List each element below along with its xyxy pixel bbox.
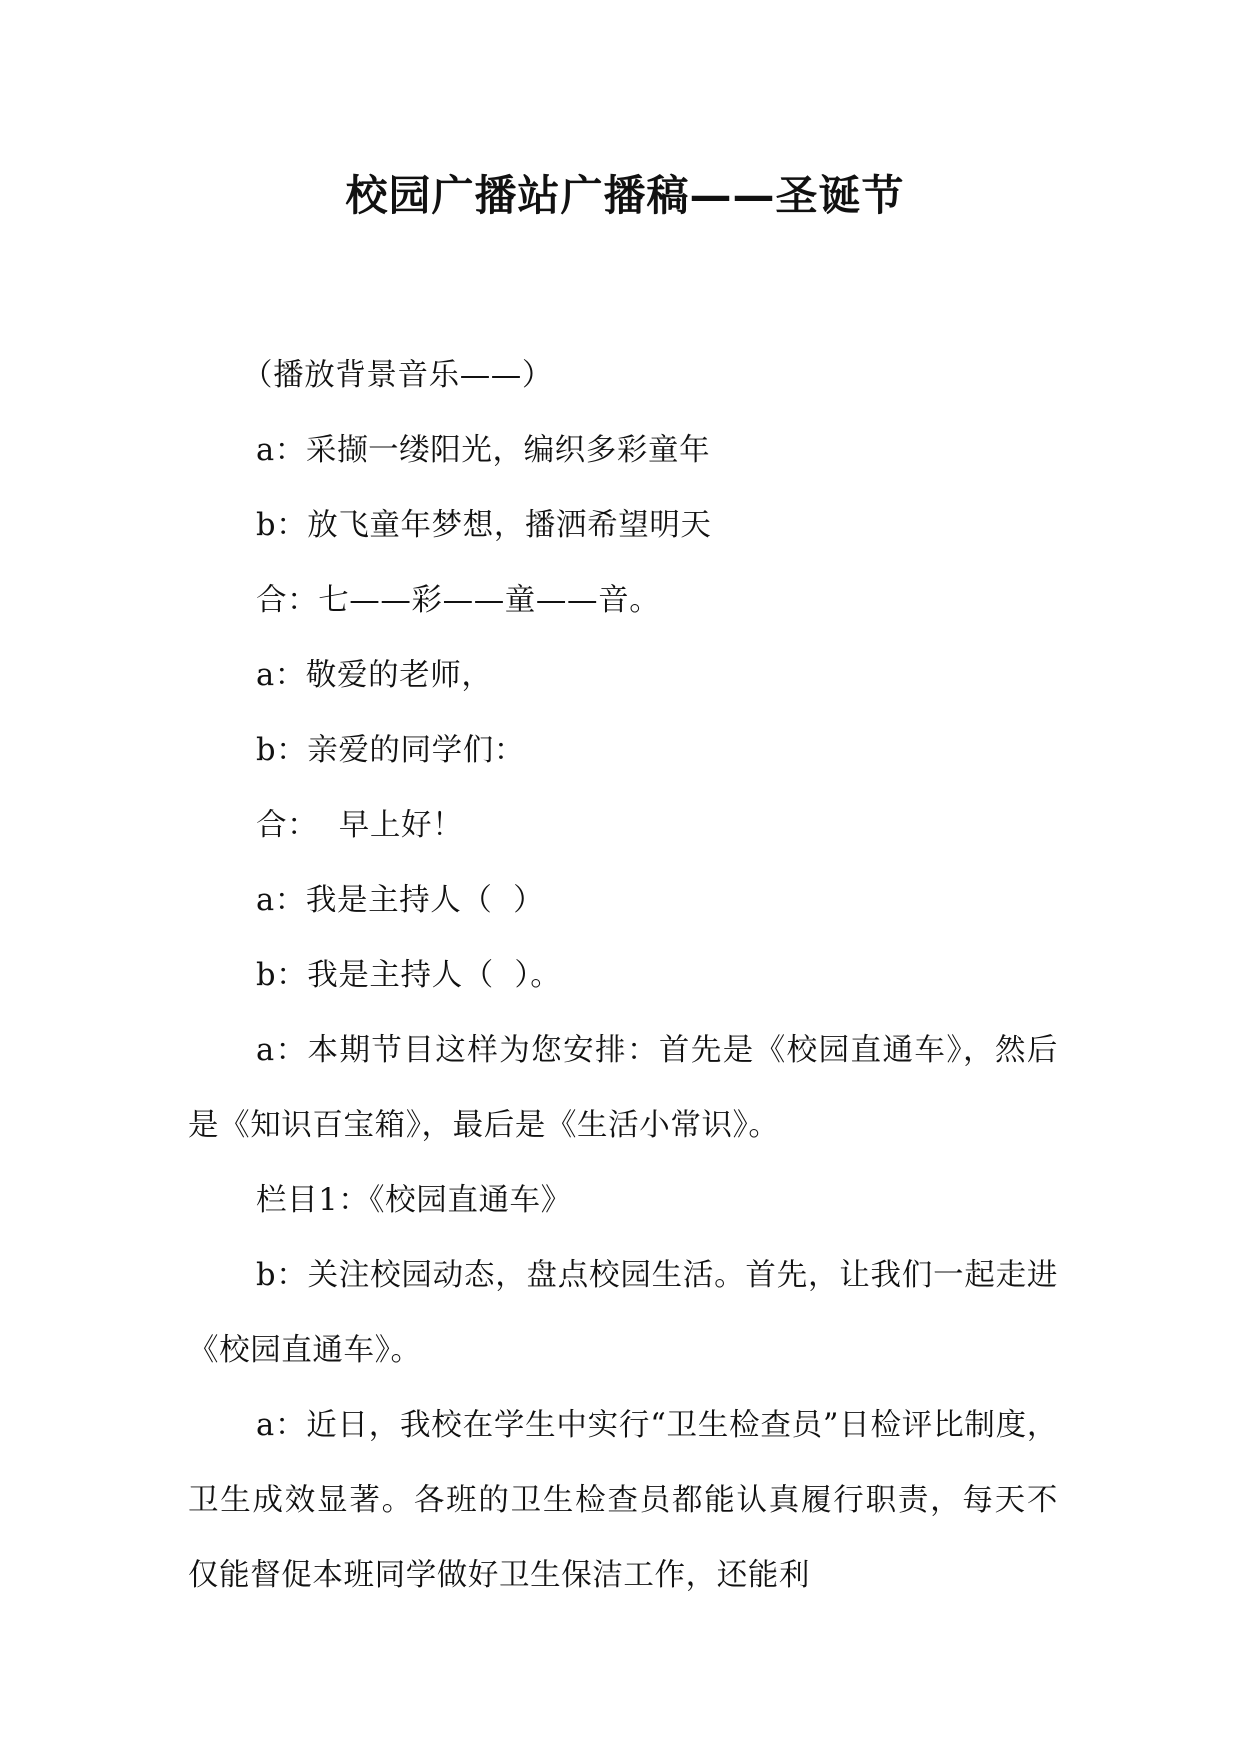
paragraph-line: a：采撷一缕阳光，编织多彩童年	[256, 433, 711, 468]
section-heading: 栏目1：《校园直通车》	[256, 1183, 572, 1218]
paragraph-line: 合：七——彩——童——音。	[256, 583, 661, 618]
paragraph-line: b：放飞童年梦想，播洒希望明天	[256, 508, 712, 543]
paragraph-line: b：我是主持人（ ）。	[256, 958, 562, 993]
document-body	[188, 338, 1058, 1613]
paragraph-stage-direction: （播放背景音乐——）	[242, 358, 553, 393]
paragraph-line: b：关注校园动态，盘点校园生活。首先，让我们一起走进《校园直通车》。	[188, 1258, 1058, 1368]
paragraph-program-intro: a：本期节目这样为您安排：首先是《校园直通车》，然后是《知识百宝箱》，最后是《生活小常识》。	[188, 1033, 1058, 1143]
paragraph-line: a：近日，我校在学生中实行“卫生检查员”日检评比制度，卫生成效显著。各班的卫生检查员都能认真履行职责，每天不仅能督促本班同学做好卫生保洁工作，还能利	[188, 1408, 1058, 1593]
document-title: 校园广播站广播稿——圣诞节	[345, 171, 905, 220]
paragraph-line: a：敬爱的老师，	[256, 658, 493, 693]
paragraph-line: a：我是主持人（ ）	[256, 883, 545, 918]
paragraph-line: 合： 早上好！	[256, 808, 464, 843]
paragraph-line: b：亲爱的同学们：	[256, 733, 525, 768]
